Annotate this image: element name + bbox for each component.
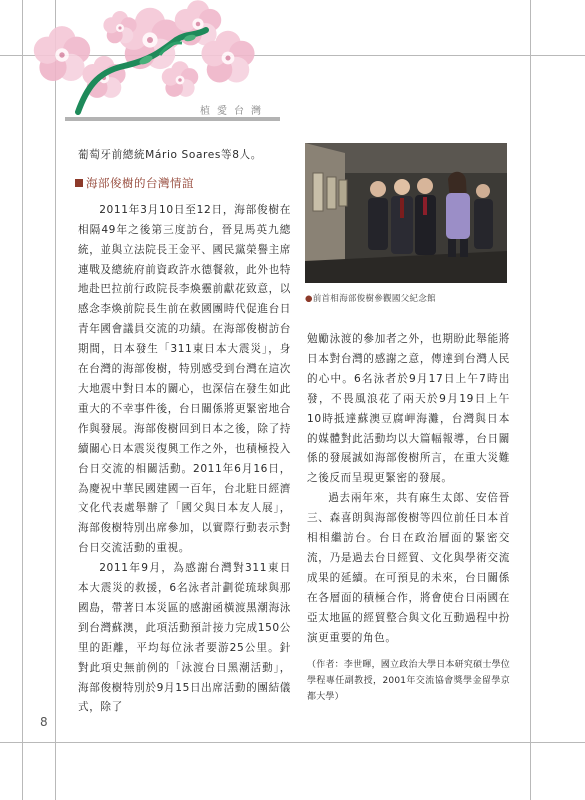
cherry-blossom-header-art — [0, 0, 290, 118]
paragraph: 勉勵泳渡的參加者之外，也期盼此舉能將日本對台灣的感謝之意，傳達到台灣人民的心中。6名泳者於9月17日上午7時出發，不畏風浪花了兩天於9月19日上午10時抵達蘇澳豆腐岬海灘，台灣與日本的媒體對此活動均以大篇幅報導，台日關係的發展誠如海部俊樹所言，在重大災難之後反而呈現更緊密的發展。 — [307, 333, 510, 485]
photo-caption — [305, 292, 436, 304]
opening-line: 葡萄牙前總統Mário Soares等8人。 — [78, 149, 262, 161]
author-note: （作者：李世暉，國立政治大學日本研究碩士學位學程專任副教授，2001年交流協會獎學金留學京都大學） — [307, 659, 510, 702]
museum-visit-photo — [305, 143, 507, 283]
photo-caption-text: 前首相海部俊樹參觀國父紀念館 — [312, 294, 436, 304]
crop-line-right — [530, 0, 531, 800]
crop-line-bottom — [0, 742, 585, 743]
article-right-column — [307, 330, 510, 705]
round-bullet-icon: ● — [305, 294, 313, 304]
paragraph: 過去兩年來，共有麻生太郎、安倍晉三、森喜朗與海部俊樹等四位前任日本首相相繼訪台。台日在政治層面的緊密交流，乃是過去台日經貿、文化與學術交流成果的延續。在可預見的未來，台日關係在各層面的積極合作，將會使台日兩國在亞太地區的經貿整合與文化互動過程中扮演更重要的角色。 — [307, 492, 510, 644]
paragraph: 2011年9月，為感謝台灣對311東日本大震災的救援，6名泳者計劃從琉球與那國島，帶著日本災區的感謝函橫渡黑潮海泳到台灣蘇澳，此項活動預計接力完成150公里的距離，平均每位泳者要游25公里。針對此項史無前例的「泳渡台日黑潮活動」，海部俊樹特別於9月15日出席活動的團結儀式，除了 — [78, 562, 291, 714]
section-heading — [75, 174, 291, 194]
crop-line-left-outer — [22, 0, 23, 800]
section-label: 植愛台灣 — [200, 106, 268, 117]
section-heading-text: 海部俊樹的台灣情誼 — [86, 175, 194, 190]
header-rule — [65, 117, 280, 121]
page-number: 8 — [40, 715, 48, 729]
square-bullet-icon — [75, 179, 83, 187]
crop-line-left — [55, 0, 56, 800]
article-left-column — [78, 146, 291, 718]
paragraph: 2011年3月10日至12日，海部俊樹在相隔49年之後第三度訪台，晉見馬英九總統，並與立法院長王金平、國民黨榮譽主席連戰及總統府前資政許水德餐敘，此外也特地赴巴拉前行政院長李煥靈前獻花致意，以感念李煥前院長生前在救國團時代促進台日青年國會議員交流的功績。在海部俊樹訪台期間，日本發生「311東日本大震災」，身在台灣的海部俊樹，特別感受到台灣在這次大地震中對日本的關心，也深信在發生如此重大的不幸事件後，台日關係將更緊密地合作與發展。海部俊樹回到日本之後，除了持續關心日本震災復興工作之外，也積極投入台日交流的相關活動。2011年6月16日，為慶祝中華民國建國一百年，台北駐日經濟文化代表處舉辦了「國父與日本友人展」，海部俊樹特別出席參加，以實際行動表示對台日交流活動的重視。 — [78, 203, 291, 555]
